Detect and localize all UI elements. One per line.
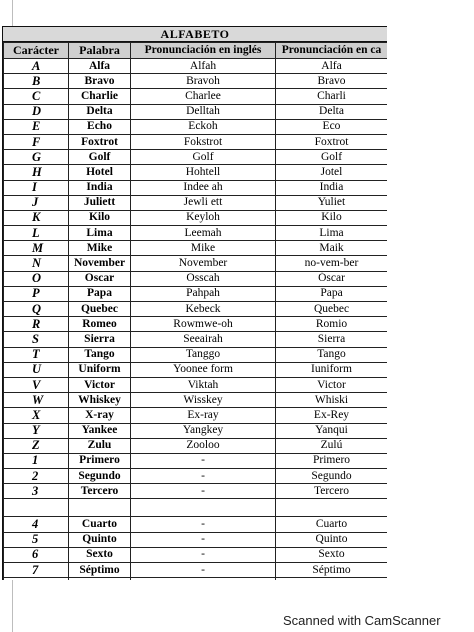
cell-character: V — [4, 377, 69, 392]
cell-word: Alfa — [69, 59, 131, 74]
cell-word: Séptimo — [69, 563, 131, 578]
cell-spanish-pronunciation: Ex-Rey — [276, 408, 388, 423]
cell-character: 4 — [4, 517, 69, 532]
cell-character: U — [4, 362, 69, 377]
cell-spanish-pronunciation: Delta — [276, 104, 388, 119]
cell-english-pronunciation: Ex-ray — [131, 408, 276, 423]
cell-character: A — [4, 59, 69, 74]
table-row — [4, 195, 388, 210]
cell-spanish-pronunciation — [276, 499, 388, 517]
cell-word: Kilo — [69, 210, 131, 225]
cell-spanish-pronunciation: Primero — [276, 453, 388, 468]
cell-character: X — [4, 408, 69, 423]
cell-english-pronunciation: Yoonee form — [131, 362, 276, 377]
cell-word: Tercero — [69, 484, 131, 499]
cell-character — [4, 499, 69, 517]
cell-english-pronunciation: Rowmwe-oh — [131, 317, 276, 332]
cell-spanish-pronunciation: Victor — [276, 377, 388, 392]
cell-spanish-pronunciation: Quebec — [276, 302, 388, 317]
cell-word: Papa — [69, 286, 131, 301]
cell-word: Hotel — [69, 165, 131, 180]
table-row — [4, 302, 388, 317]
cell-english-pronunciation: - — [131, 563, 276, 578]
table-row — [4, 210, 388, 225]
header-row — [4, 43, 388, 59]
cell-english-pronunciation: Bravoh — [131, 74, 276, 89]
cell-word: Mike — [69, 241, 131, 256]
cell-word — [69, 499, 131, 517]
header-word: Palabra — [69, 43, 131, 59]
table-row — [4, 408, 388, 423]
cell-english-pronunciation: Alfah — [131, 59, 276, 74]
cell-character: 2 — [4, 469, 69, 484]
table-row — [4, 469, 388, 484]
cell-character: J — [4, 195, 69, 210]
table-row — [4, 180, 388, 195]
table-row — [4, 532, 388, 547]
cell-character: I — [4, 180, 69, 195]
cell-spanish-pronunciation: no-vem-ber — [276, 256, 388, 271]
cell-character: B — [4, 74, 69, 89]
cell-word: Yankee — [69, 423, 131, 438]
cell-character: S — [4, 332, 69, 347]
table-row — [4, 89, 388, 104]
cell-spanish-pronunciation: Quinto — [276, 532, 388, 547]
cell-word — [69, 578, 131, 580]
cell-english-pronunciation: Indee ah — [131, 180, 276, 195]
alphabet-table — [3, 42, 387, 580]
cell-english-pronunciation — [131, 499, 276, 517]
cell-english-pronunciation: - — [131, 517, 276, 532]
cell-character: H — [4, 165, 69, 180]
cell-character: R — [4, 317, 69, 332]
cell-english-pronunciation: Mike — [131, 241, 276, 256]
cell-spanish-pronunciation: Sexto — [276, 547, 388, 562]
cell-word: Romeo — [69, 317, 131, 332]
cell-spanish-pronunciation: Lima — [276, 226, 388, 241]
cell-word: Uniform — [69, 362, 131, 377]
cell-english-pronunciation: Hohtell — [131, 165, 276, 180]
cell-english-pronunciation: - — [131, 453, 276, 468]
scanner-watermark: Scanned with CamScanner — [283, 613, 441, 628]
cell-english-pronunciation: Yangkey — [131, 423, 276, 438]
cell-character: 3 — [4, 484, 69, 499]
cell-word: X-ray — [69, 408, 131, 423]
cell-english-pronunciation: Fokstrot — [131, 134, 276, 149]
cell-word: Charlie — [69, 89, 131, 104]
cell-english-pronunciation: Zooloo — [131, 438, 276, 453]
cell-spanish-pronunciation: Segundo — [276, 469, 388, 484]
cell-spanish-pronunciation: Alfa — [276, 59, 388, 74]
cell-english-pronunciation: Eckoh — [131, 119, 276, 134]
table-row — [4, 438, 388, 453]
table-row — [4, 393, 388, 408]
cell-character: Y — [4, 423, 69, 438]
cell-character: 5 — [4, 532, 69, 547]
cell-english-pronunciation: Seeairah — [131, 332, 276, 347]
table-body — [4, 59, 388, 581]
cell-character: D — [4, 104, 69, 119]
table-row — [4, 104, 388, 119]
cell-english-pronunciation: - — [131, 547, 276, 562]
cell-word: Echo — [69, 119, 131, 134]
table-row — [4, 150, 388, 165]
cell-english-pronunciation: Charlee — [131, 89, 276, 104]
cell-character: L — [4, 226, 69, 241]
table-row — [4, 547, 388, 562]
table-row — [4, 119, 388, 134]
cell-spanish-pronunciation: Séptimo — [276, 563, 388, 578]
cell-spanish-pronunciation: Tercero — [276, 484, 388, 499]
cell-spanish-pronunciation: Whiski — [276, 393, 388, 408]
cell-word: Primero — [69, 453, 131, 468]
cell-spanish-pronunciation: Zulú — [276, 438, 388, 453]
cell-english-pronunciation: Viktah — [131, 377, 276, 392]
cell-character: Q — [4, 302, 69, 317]
table-row — [4, 347, 388, 362]
table-row — [4, 332, 388, 347]
cell-spanish-pronunciation: Sierra — [276, 332, 388, 347]
table-row — [4, 256, 388, 271]
cell-spanish-pronunciation: Papa — [276, 286, 388, 301]
table-row — [4, 423, 388, 438]
cell-character: K — [4, 210, 69, 225]
cell-character: G — [4, 150, 69, 165]
table-row — [4, 134, 388, 149]
header-spanish-pronunciation: Pronunciación en ca — [276, 43, 388, 59]
cell-english-pronunciation: Keyloh — [131, 210, 276, 225]
cell-english-pronunciation: Wisskey — [131, 393, 276, 408]
table-row — [4, 453, 388, 468]
cell-english-pronunciation: Osscah — [131, 271, 276, 286]
cell-english-pronunciation: - — [131, 484, 276, 499]
cell-spanish-pronunciation: Romio — [276, 317, 388, 332]
cell-word: November — [69, 256, 131, 271]
cell-character: 6 — [4, 547, 69, 562]
table-row — [4, 271, 388, 286]
cell-spanish-pronunciation: Yanqui — [276, 423, 388, 438]
cell-word: Tango — [69, 347, 131, 362]
alphabet-sheet — [2, 26, 387, 580]
cell-character: C — [4, 89, 69, 104]
cell-english-pronunciation: Delltah — [131, 104, 276, 119]
cell-spanish-pronunciation: Golf — [276, 150, 388, 165]
cell-spanish-pronunciation: Charli — [276, 89, 388, 104]
cell-spanish-pronunciation: Maik — [276, 241, 388, 256]
cell-character: M — [4, 241, 69, 256]
table-row — [4, 241, 388, 256]
cell-character: Z — [4, 438, 69, 453]
cell-spanish-pronunciation: Yuliet — [276, 195, 388, 210]
cell-word: Victor — [69, 377, 131, 392]
cell-spanish-pronunciation: Cuarto — [276, 517, 388, 532]
cell-english-pronunciation: Leemah — [131, 226, 276, 241]
cell-spanish-pronunciation: Bravo — [276, 74, 388, 89]
cell-spanish-pronunciation: Óscar — [276, 271, 388, 286]
cell-word: Delta — [69, 104, 131, 119]
cell-word: Foxtrot — [69, 134, 131, 149]
cell-spanish-pronunciation: Foxtrot — [276, 134, 388, 149]
cell-spanish-pronunciation: Eco — [276, 119, 388, 134]
cell-spanish-pronunciation: Tango — [276, 347, 388, 362]
table-row — [4, 362, 388, 377]
cell-english-pronunciation: - — [131, 532, 276, 547]
cell-spanish-pronunciation: Jotel — [276, 165, 388, 180]
table-row — [4, 499, 388, 517]
cell-word: Quinto — [69, 532, 131, 547]
cell-character: F — [4, 134, 69, 149]
cell-word: Golf — [69, 150, 131, 165]
cell-english-pronunciation: Tanggo — [131, 347, 276, 362]
cell-english-pronunciation: Jewli ett — [131, 195, 276, 210]
cell-character: N — [4, 256, 69, 271]
cell-english-pronunciation: November — [131, 256, 276, 271]
cell-english-pronunciation: Pahpah — [131, 286, 276, 301]
table-row — [4, 517, 388, 532]
cell-english-pronunciation: Kebeck — [131, 302, 276, 317]
cell-word: Whiskey — [69, 393, 131, 408]
cell-word: Sierra — [69, 332, 131, 347]
table-row — [4, 165, 388, 180]
table-row — [4, 317, 388, 332]
cell-english-pronunciation: - — [131, 469, 276, 484]
cell-word: Quebec — [69, 302, 131, 317]
header-english-pronunciation: Pronunciación en inglés — [131, 43, 276, 59]
cell-word: Cuarto — [69, 517, 131, 532]
cell-word: Juliett — [69, 195, 131, 210]
cell-spanish-pronunciation: India — [276, 180, 388, 195]
table-row — [4, 59, 388, 74]
cell-spanish-pronunciation: Iuniform — [276, 362, 388, 377]
header-character: Carácter — [4, 43, 69, 59]
table-row — [4, 578, 388, 580]
cell-character: T — [4, 347, 69, 362]
cell-word: Lima — [69, 226, 131, 241]
cell-word: Oscar — [69, 271, 131, 286]
cell-word: India — [69, 180, 131, 195]
table-row — [4, 74, 388, 89]
cell-character: O — [4, 271, 69, 286]
table-row — [4, 563, 388, 578]
table-row — [4, 484, 388, 499]
table-title: ALFABETO — [3, 27, 387, 42]
cell-character: 1 — [4, 453, 69, 468]
cell-spanish-pronunciation — [276, 578, 388, 580]
cell-word: Sexto — [69, 547, 131, 562]
table-row — [4, 286, 388, 301]
cell-character: P — [4, 286, 69, 301]
cell-character: E — [4, 119, 69, 134]
cell-character: 7 — [4, 563, 69, 578]
cell-english-pronunciation — [131, 578, 276, 580]
cell-spanish-pronunciation: Kilo — [276, 210, 388, 225]
table-row — [4, 377, 388, 392]
cell-word: Zulu — [69, 438, 131, 453]
cell-word: Bravo — [69, 74, 131, 89]
cell-english-pronunciation: Golf — [131, 150, 276, 165]
cell-character: W — [4, 393, 69, 408]
cell-character — [4, 578, 69, 580]
table-row — [4, 226, 388, 241]
cell-word: Segundo — [69, 469, 131, 484]
